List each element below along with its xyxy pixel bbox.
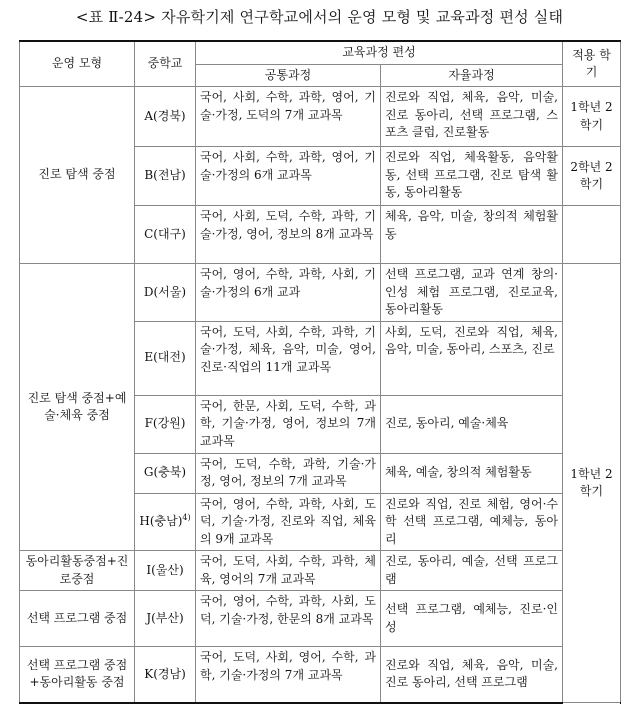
semester-cell: 2학년 2학기 [563,147,621,206]
model-cell: 진로 탐색 중점 [20,87,135,264]
curriculum-table [19,40,621,704]
school-name: H(충남) [139,514,183,528]
school-cell: C(대구) [135,206,196,264]
common-cell: 국어, 영어, 수학, 과학, 사회, 도덕, 기술·가정, 한문의 8개 교과목 [196,591,381,647]
school-cell: E(대전) [135,321,196,395]
semester-cell-empty [563,206,621,264]
free-cell: 사회, 도덕, 진로와 직업, 체육, 음악, 미술, 동아리, 스포츠, 진로 [381,321,563,395]
school-cell: K(경남) [135,647,196,703]
free-cell: 진로, 동아리, 예술·체육 [381,395,563,453]
model-cell: 동아리활동중점+진로중점 [20,551,135,591]
school-cell: G(충북) [135,453,196,493]
school-cell: B(전남) [135,147,196,206]
common-cell: 국어, 도덕, 사회, 수학, 과학, 체육, 영어의 7개 교과목 [196,551,381,591]
common-cell: 국어, 한문, 사회, 도덕, 수학, 과학, 기술·가정, 영어, 정보의 7개 교과목 [196,395,381,453]
free-cell: 진로, 동아리, 예술, 선택 프로그램 [381,551,563,591]
free-cell: 체육, 음악, 미술, 창의적 체험활동 [381,206,563,264]
free-cell: 진로와 직업, 체육활동, 음악활동, 선택 프로그램, 진로 탐색 활동, 동아리활동 [381,147,563,206]
free-cell: 선택 프로그램, 교과 연계 창의·인성 체험 프로그램, 진로교육, 동아리활동 [381,264,563,322]
common-cell: 국어, 영어, 수학, 과학, 사회, 기술·가정의 6개 교과 [196,264,381,322]
table-row [20,591,621,647]
header-free: 자율과정 [381,64,563,87]
table-row [20,264,621,322]
free-cell: 선택 프로그램, 예체능, 진로·인성 [381,591,563,647]
table-row [20,87,621,147]
semester-cell: 1학년 2학기 [563,264,621,703]
common-cell: 국어, 사회, 수학, 과학, 영어, 기술·가정의 6개 교과목 [196,147,381,206]
school-cell: J(부산) [135,591,196,647]
school-cell: A(경북) [135,87,196,147]
common-cell: 국어, 도덕, 수학, 과학, 기술·가정, 영어, 정보의 7개 교과목 [196,453,381,493]
school-cell [135,493,196,551]
header-curriculum: 교육과정 편성 [196,41,563,64]
school-cell: I(울산) [135,551,196,591]
school-cell: F(강원) [135,395,196,453]
header-model: 운영 모형 [20,41,135,87]
free-cell: 진로와 직업, 진로 체험, 영어·수학 선택 프로그램, 예체능, 동아리 [381,493,563,551]
header-common: 공통과정 [196,64,381,87]
model-cell: 선택 프로그램 중점 +동아리활동 중점 [20,647,135,703]
header-school: 중학교 [135,41,196,87]
free-cell: 체육, 예술, 창의적 체험활동 [381,453,563,493]
table-title: <표 Ⅱ-24> 자유학기제 연구학교에서의 운영 모형 및 교육과정 편성 실태 [75,8,564,26]
school-cell: D(서울) [135,264,196,322]
header-semester: 적용 학기 [563,41,621,87]
common-cell: 국어, 사회, 수학, 과학, 영어, 기술·가정, 도덕의 7개 교과목 [196,87,381,147]
table-row [20,647,621,703]
common-cell: 국어, 도덕, 사회, 수학, 과학, 기술·가정, 체육, 음악, 미술, 영어, 진로·직업의 11개 교과목 [196,321,381,395]
common-cell: 국어, 영어, 수학, 과학, 사회, 도덕, 기술·가정, 진로와 직업, 체육의 9개 교과목 [196,493,381,551]
free-cell: 진로와 직업, 체육, 음악, 미술, 진로 동아리, 선택 프로그램, 스포츠 클럽, 진로활동 [381,87,563,147]
model-cell: 선택 프로그램 중점 [20,591,135,647]
free-cell: 진로와 직업, 체육, 음악, 미술, 진로 동아리, 선택 프로그램 [381,647,563,703]
footnote-marker: 4) [182,513,191,522]
table-row [20,551,621,591]
common-cell: 국어, 도덕, 사회, 영어, 수학, 과학, 기술·가정의 7개 교과목 [196,647,381,703]
semester-cell: 1학년 2학기 [563,87,621,147]
common-cell: 국어, 사회, 도덕, 수학, 과학, 기술·가정, 영어, 정보의 8개 교과목 [196,206,381,264]
model-cell: 진로 탐색 중점+예술·체육 중점 [20,264,135,551]
